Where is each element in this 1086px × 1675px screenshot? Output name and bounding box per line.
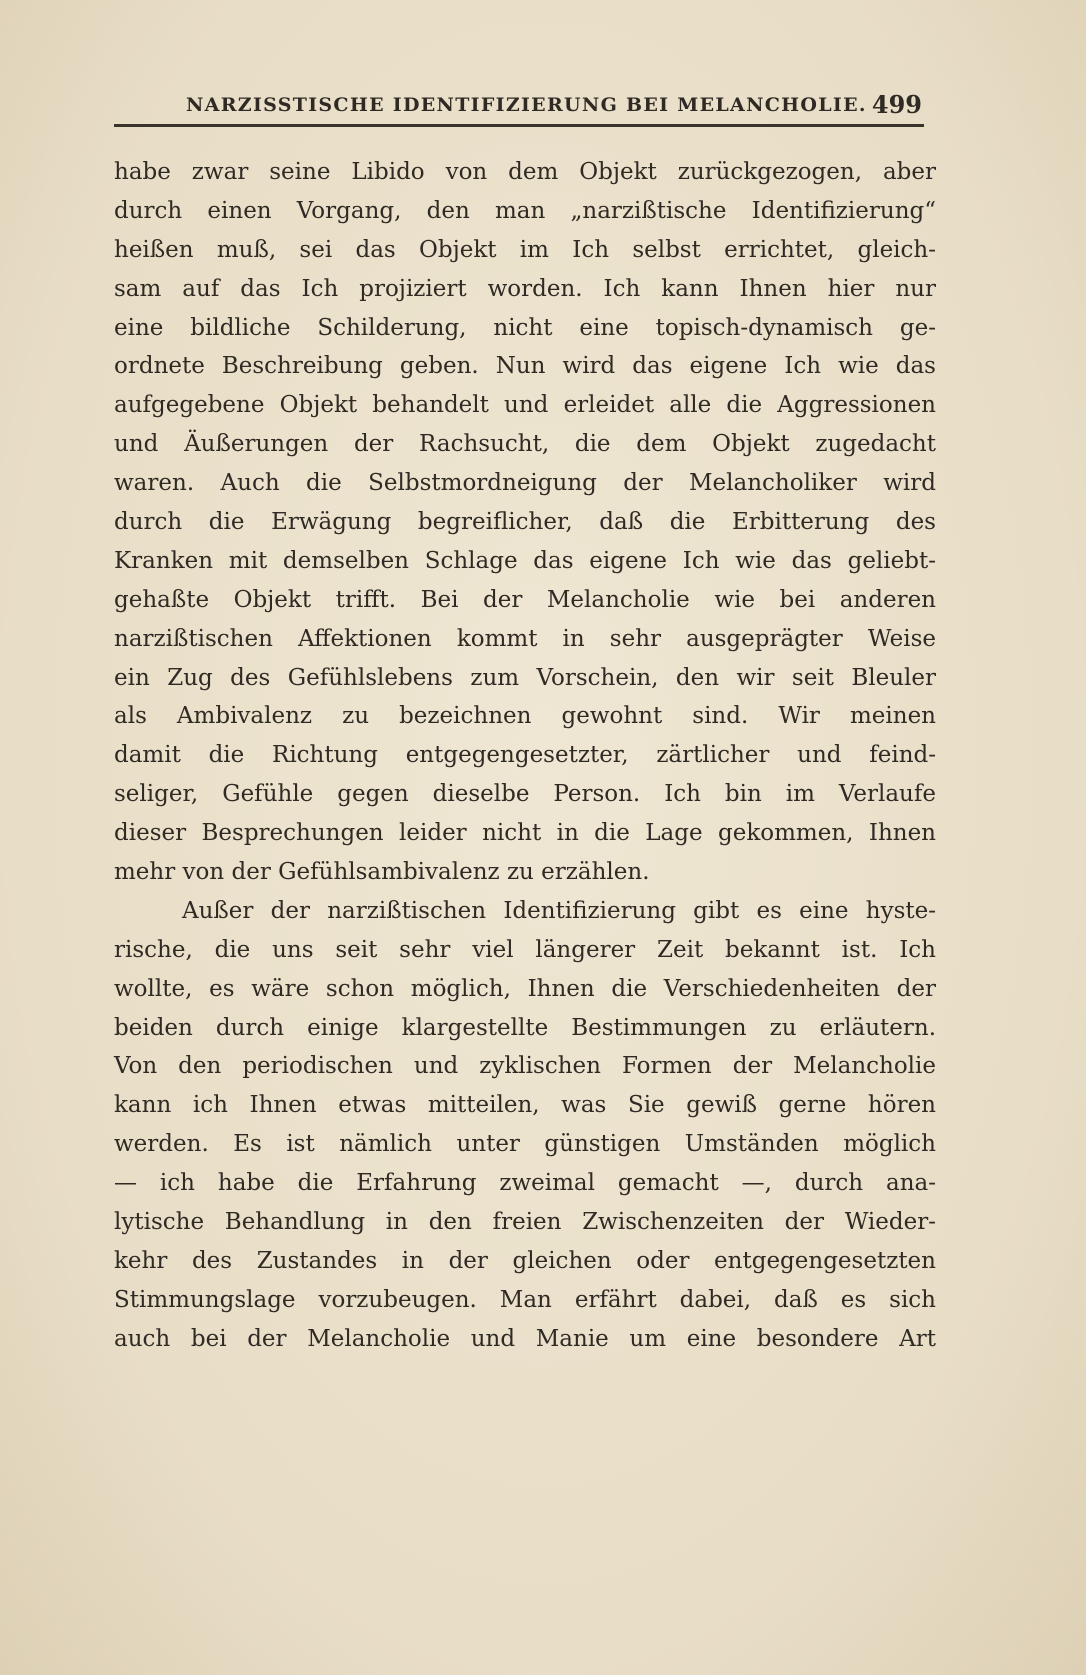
text-line: rische, die uns seit sehr viel längerer Zeit bekannt ist. Ich (114, 936, 936, 963)
text-line: seliger, Gefühle gegen dieselbe Person. Ich bin im Verlaufe (114, 781, 936, 808)
text-line: aufgegebene Objekt behandelt und erleidet alle die Aggressionen (114, 392, 936, 419)
text-line: werden. Es ist nämlich unter günstigen Umständen möglich (114, 1131, 936, 1158)
paragraph-start-line: Außer der narzißtischen Identifizierung gibt es eine hyste- (182, 897, 936, 924)
text-line: kehr des Zustandes in der gleichen oder entgegengesetzten (114, 1247, 936, 1274)
text-line: beiden durch einige klargestellte Bestimmungen zu erläutern. (114, 1014, 936, 1041)
text-line: wollte, es wäre schon möglich, Ihnen die Verschiedenheiten der (114, 975, 936, 1002)
text-line: — ich habe die Erfahrung zweimal gemacht —, durch ana- (114, 1170, 936, 1197)
text-line: habe zwar seine Libido von dem Objekt zurückgezogen, aber (114, 159, 936, 185)
text-line: Von den periodischen und zyklischen Formen der Melancholie (114, 1053, 936, 1080)
text-line: Kranken mit demselben Schlage das eigene Ich wie das geliebt- (114, 547, 936, 574)
text-line: narzißtischen Affektionen kommt in sehr ausgeprägter Weise (114, 625, 936, 652)
text-line: und Äußerungen der Rachsucht, die dem Objekt zugedacht (114, 431, 936, 458)
body-text (114, 153, 936, 1359)
text-line: heißen muß, sei das Objekt im Ich selbst errichtet, gleich- (114, 236, 936, 263)
text-line: ordnete Beschreibung geben. Nun wird das eigene Ich wie das (114, 353, 936, 380)
running-title: NARZISSTISCHE IDENTIFIZIERUNG BEI MELANCHOLIE. (186, 94, 867, 116)
text-line: damit die Richtung entgegengesetzter, zärtlicher und feind- (114, 742, 936, 769)
paragraph-end-line: mehr von der Gefühlsambivalenz zu erzählen. (114, 859, 650, 886)
text-line: kann ich Ihnen etwas mitteilen, was Sie gewiß gerne hören (114, 1092, 936, 1119)
text-line: lytische Behandlung in den freien Zwischenzeiten der Wieder- (114, 1209, 936, 1236)
text-line: sam auf das Ich projiziert worden. Ich kann Ihnen hier nur (114, 275, 936, 302)
text-line: eine bildliche Schilderung, nicht eine topisch-dynamisch ge- (114, 314, 936, 341)
text-line: durch die Erwägung begreiflicher, daß die Erbitterung des (114, 509, 936, 536)
text-line: gehaßte Objekt trifft. Bei der Melancholie wie bei anderen (114, 586, 936, 613)
text-line: als Ambivalenz zu bezeichnen gewohnt sind. Wir meinen (114, 703, 936, 730)
header-rule (114, 124, 924, 127)
text-line: dieser Besprechungen leider nicht in die Lage gekommen, Ihnen (114, 820, 936, 847)
page-header (114, 90, 922, 124)
text-line: auch bei der Melancholie und Manie um eine besondere Art (114, 1325, 936, 1352)
text-line: ein Zug des Gefühlslebens zum Vorschein, den wir seit Bleuler (114, 664, 936, 691)
text-line: durch einen Vorgang, den man „narzißtische Identifizierung“ (114, 197, 936, 224)
text-line: waren. Auch die Selbstmordneigung der Melancholiker wird (114, 470, 936, 497)
text-line: Stimmungslage vorzubeugen. Man erfährt dabei, daß es sich (114, 1286, 936, 1313)
page-number: 499 (871, 90, 922, 119)
